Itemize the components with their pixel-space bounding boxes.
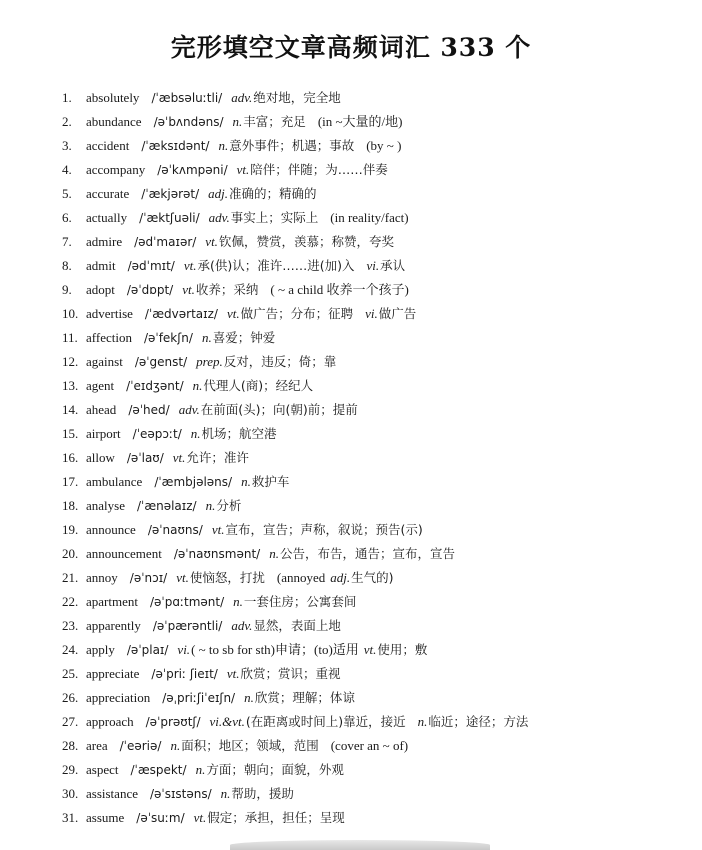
entry-word: accident	[86, 138, 130, 153]
entry-part-of-speech: n.	[269, 546, 279, 561]
entry-part-of-speech: n.	[232, 114, 243, 129]
entry-number: 10.	[62, 306, 79, 321]
entry-number: 3.	[62, 138, 72, 153]
entry-definition: 一套住房；公寓套间	[243, 594, 357, 609]
entry-phonetic: /ˈæksɪdənt/	[141, 139, 210, 153]
entry-phonetic: /ˈeɪdʒənt/	[126, 379, 184, 393]
entry-definition: 做广告；分布；征聘	[240, 306, 354, 321]
entry-definition: 公告，布告，通告；宣布，宣告	[279, 546, 455, 561]
entry-part-of-speech: n.	[241, 474, 251, 489]
entry-word: actually	[86, 210, 128, 225]
entry-word: admire	[86, 234, 123, 249]
list-item	[62, 110, 692, 134]
entry-phonetic: /ˈæmbjələns/	[154, 475, 233, 489]
entry-part-of-speech: prep.	[196, 354, 223, 369]
entry-word: apparently	[86, 618, 141, 633]
entry-number: 19.	[62, 522, 79, 537]
entry-definition: 陪伴；伴随；为……伴奏	[250, 162, 388, 177]
entry-definition: 分析	[216, 498, 242, 513]
entry-number: 30.	[62, 786, 79, 801]
entry-word: absolutely	[86, 90, 140, 105]
entry-definition: 使恼怒，打扰	[189, 570, 265, 585]
list-item	[62, 710, 692, 734]
list-item	[62, 806, 692, 830]
entry-note: (cover an ~ of)	[330, 738, 409, 753]
entry-number: 16.	[62, 450, 79, 465]
entry-number: 22.	[62, 594, 79, 609]
entry-part-of-speech: n.	[190, 426, 201, 441]
entry-part-of-speech: n.	[195, 762, 206, 777]
entry-word: announcement	[86, 546, 162, 561]
entry-phonetic: /əˈkʌmpəni/	[157, 163, 228, 177]
entry-part-of-speech: adv.	[231, 90, 253, 105]
entry-part-of-speech: vt.	[211, 522, 225, 537]
entry-number: 24.	[62, 642, 79, 657]
entry-phonetic: /ˈædvərtaɪz/	[144, 307, 218, 321]
entry-word: analyse	[86, 498, 125, 513]
vocab-list	[62, 86, 692, 830]
entry-part-of-speech: vt.	[193, 810, 207, 825]
entry-definition: 喜爱；钟爱	[212, 330, 276, 345]
entry-number: 14.	[62, 402, 79, 417]
list-item	[62, 614, 692, 638]
entry-word: against	[86, 354, 123, 369]
entry-phonetic: /əˈplaɪ/	[126, 643, 169, 657]
entry-phonetic: /ˈeəpɔːt/	[132, 427, 182, 441]
entry-number: 21.	[62, 570, 79, 585]
entry-phonetic: /ədˈmɪt/	[127, 259, 175, 273]
list-item	[62, 182, 692, 206]
entry-phonetic: /ˈænəlaɪz/	[136, 499, 197, 513]
entry-note: (by ~ )	[366, 138, 402, 153]
list-item	[62, 686, 692, 710]
page-bottom-shadow	[230, 840, 490, 850]
entry-number: 28.	[62, 738, 79, 753]
list-item	[62, 206, 692, 230]
entry-part-of-speech: vt.	[176, 570, 189, 585]
entry-definition: 欣赏；理解；体谅	[254, 690, 355, 705]
entry-phonetic: /əˈfekʃn/	[143, 331, 193, 345]
entry-number: 20.	[62, 546, 79, 561]
entry-definition: 绝对地，完全地	[253, 90, 341, 105]
entry-definition: 钦佩，赞赏，羡慕；称赞，夸奖	[218, 234, 394, 249]
entry-definition: 事实上；实际上	[230, 210, 319, 225]
entry-part-of-speech: n.	[192, 378, 203, 393]
entry-word: accurate	[86, 186, 130, 201]
entry-part-of-speech: vt.	[226, 666, 240, 681]
entry-definition: 面积；地区；领域，范围	[181, 738, 319, 753]
entry-phonetic: /əˈsuːm/	[136, 811, 185, 825]
entry-part-of-speech: vi.	[177, 642, 191, 657]
entry-definition: 代理人(商)；经纪人	[203, 378, 314, 393]
entry-number: 12.	[62, 354, 79, 369]
entry-part-of-speech: vt.	[183, 258, 197, 273]
list-item	[62, 230, 692, 254]
entry-phonetic: /əˈgenst/	[134, 355, 188, 369]
entry-phonetic: /əˈdɒpt/	[126, 283, 174, 297]
entry-word: airport	[86, 426, 121, 441]
entry-definition: 意外事件；机遇；事故	[229, 138, 355, 153]
entry-number: 18.	[62, 498, 79, 513]
entry-word: affection	[86, 330, 132, 345]
entry-number: 11.	[62, 330, 78, 345]
list-item	[62, 758, 692, 782]
entry-note: (in ~大量的/地)	[317, 114, 403, 129]
entry-word: assistance	[86, 786, 138, 801]
entry-definition: 宣布，宣告；声称，叙说；预告(示)	[225, 522, 423, 537]
list-item	[62, 638, 692, 662]
entry-number: 8.	[62, 258, 72, 273]
entry-number: 31.	[62, 810, 79, 825]
entry-word: annoy	[86, 570, 118, 585]
entry-note: (annoyed	[276, 570, 326, 585]
entry-number: 17.	[62, 474, 79, 489]
entry-part-of-speech: adv.	[208, 210, 230, 225]
entry-word: advertise	[86, 306, 133, 321]
entry-word: area	[86, 738, 108, 753]
entry-note: ( ~ to sb for sth)申请；(to)适用	[191, 642, 359, 657]
entry-number: 29.	[62, 762, 79, 777]
list-item	[62, 422, 692, 446]
entry-word: appreciation	[86, 690, 151, 705]
entry-word: aspect	[86, 762, 119, 777]
entry-definition: 帮助，援助	[231, 786, 294, 801]
entry-number: 25.	[62, 666, 79, 681]
entry-definition: 准确的；精确的	[229, 186, 317, 201]
entry-word: ambulance	[86, 474, 143, 489]
entry-note: (in reality/fact)	[330, 210, 409, 225]
entry-word: accompany	[86, 162, 146, 177]
entry-phonetic: /ˈæspekt/	[130, 763, 187, 777]
entry-phonetic: /əˈpɑːtmənt/	[149, 595, 225, 609]
entry-number: 1.	[62, 90, 72, 105]
entry-phonetic: /əˈprəʊtʃ/	[145, 715, 201, 729]
entry-part-of-speech: n.	[220, 786, 231, 801]
entry-part-of-speech: adj.	[208, 186, 229, 201]
entry-word: ahead	[86, 402, 117, 417]
list-item	[62, 782, 692, 806]
list-item	[62, 446, 692, 470]
entry-part-of-speech: vt.	[226, 306, 240, 321]
entry-phonetic: /ˈæktʃuəli/	[139, 211, 200, 225]
entry-definition: 机场；航空港	[201, 426, 277, 441]
entry-phonetic: /əˈnaʊnsmənt/	[173, 547, 261, 561]
entry-phonetic: /əˈpærəntli/	[152, 619, 223, 633]
entry-part-of-speech: vt.	[182, 282, 195, 297]
entry-number: 6.	[62, 210, 72, 225]
entry-part-of-speech: adv.	[178, 402, 200, 417]
entry-number: 4.	[62, 162, 72, 177]
list-item	[62, 590, 692, 614]
entry-word: announce	[86, 522, 136, 537]
list-item	[62, 350, 692, 374]
entry-word: agent	[86, 378, 115, 393]
entry-definition: 欣赏；赏识；重视	[240, 666, 341, 681]
list-item	[62, 734, 692, 758]
list-item	[62, 542, 692, 566]
entry-number: 13.	[62, 378, 79, 393]
entry-definition: 做广告	[378, 306, 417, 321]
entry-number: 15.	[62, 426, 79, 441]
list-item	[62, 278, 692, 302]
entry-phonetic: /əˈsɪstəns/	[149, 787, 212, 801]
entry-part-of-speech: n.	[201, 330, 212, 345]
entry-word: assume	[86, 810, 125, 825]
entry-definition: 反对，违反；倚；靠	[223, 354, 337, 369]
entry-phonetic: /əˈnaʊns/	[147, 523, 203, 537]
entry-definition: (在距离或时间上)靠近，接近	[245, 714, 406, 729]
entry-part-of-speech: n.	[170, 738, 181, 753]
entry-phonetic: /əˈnɔɪ/	[129, 571, 168, 585]
entry-definition: 使用；敷	[377, 642, 428, 657]
entry-word: allow	[86, 450, 115, 465]
entry-number: 5.	[62, 186, 72, 201]
entry-phonetic: /ədˈmaɪər/	[134, 235, 197, 249]
list-item	[62, 326, 692, 350]
entry-number: 27.	[62, 714, 79, 729]
entry-word: approach	[86, 714, 134, 729]
entry-part-of-speech: n.	[417, 714, 428, 729]
entry-part-of-speech: adv.	[231, 618, 253, 633]
entry-definition: 收养；采纳	[195, 282, 259, 297]
entry-part-of-speech: n.	[244, 690, 254, 705]
entry-definition: 承(供)认；准许……进(加)入	[197, 258, 355, 273]
list-item	[62, 254, 692, 278]
list-item	[62, 518, 692, 542]
entry-number: 26.	[62, 690, 79, 705]
list-item	[62, 134, 692, 158]
entry-definition: 允许；准许	[186, 450, 249, 465]
entry-part-of-speech: vi.&vt.	[209, 714, 245, 729]
entry-part-of-speech: vi.	[365, 306, 378, 321]
entry-word: adopt	[86, 282, 115, 297]
entry-definition: 临近；途径；方法	[428, 714, 529, 729]
entry-number: 9.	[62, 282, 72, 297]
entry-definition: 显然，表面上地	[253, 618, 341, 633]
list-item	[62, 566, 692, 590]
entry-number: 2.	[62, 114, 72, 129]
list-item	[62, 470, 692, 494]
entry-word: abundance	[86, 114, 142, 129]
entry-phonetic: /əˈbʌndəns/	[153, 115, 224, 129]
entry-word: admit	[86, 258, 116, 273]
entry-note: ( ~ a child 收养一个孩子)	[270, 282, 409, 297]
entry-word: apply	[86, 642, 115, 657]
entry-definition: 生气的)	[351, 570, 394, 585]
entry-part-of-speech: n.	[205, 498, 216, 513]
entry-definition: 方面；朝向；面貌，外观	[206, 762, 344, 777]
entry-word: appreciate	[86, 666, 140, 681]
entry-definition: 救护车	[251, 474, 290, 489]
list-item	[62, 302, 692, 326]
entry-part-of-speech: vi.	[366, 258, 380, 273]
entry-phonetic: /əˈpriː ʃieɪt/	[151, 667, 218, 681]
entry-definition: 承认	[380, 258, 406, 273]
entry-phonetic: /əˌpriːʃiˈeɪʃn/	[162, 691, 236, 705]
entry-definition: 丰富；充足	[243, 114, 306, 129]
entry-part-of-speech: adj.	[330, 570, 351, 585]
entry-phonetic: /ˈeəriə/	[119, 739, 162, 753]
list-item	[62, 662, 692, 686]
list-item	[62, 398, 692, 422]
list-item	[62, 158, 692, 182]
list-item	[62, 374, 692, 398]
entry-definition: 假定；承担，担任；呈现	[207, 810, 345, 825]
entry-definition: 在前面(头)；向(朝)前；提前	[200, 402, 358, 417]
entry-part-of-speech: vt.	[363, 642, 377, 657]
entry-number: 23.	[62, 618, 79, 633]
entry-part-of-speech: n.	[233, 594, 243, 609]
entry-number: 7.	[62, 234, 72, 249]
entry-part-of-speech: vt.	[236, 162, 250, 177]
entry-phonetic: /ˈæbsəluːtli/	[151, 91, 223, 105]
entry-part-of-speech: vt.	[172, 450, 186, 465]
list-item	[62, 494, 692, 518]
entry-phonetic: /əˈlaʊ/	[126, 451, 164, 465]
entry-part-of-speech: vt.	[205, 234, 218, 249]
entry-phonetic: /ˈækjərət/	[141, 187, 200, 201]
page-title: 完形填空文章高频词汇 333 个	[170, 33, 532, 62]
entry-part-of-speech: n.	[218, 138, 229, 153]
entry-word: apartment	[86, 594, 138, 609]
entry-phonetic: /əˈhed/	[128, 403, 170, 417]
list-item	[62, 86, 692, 110]
